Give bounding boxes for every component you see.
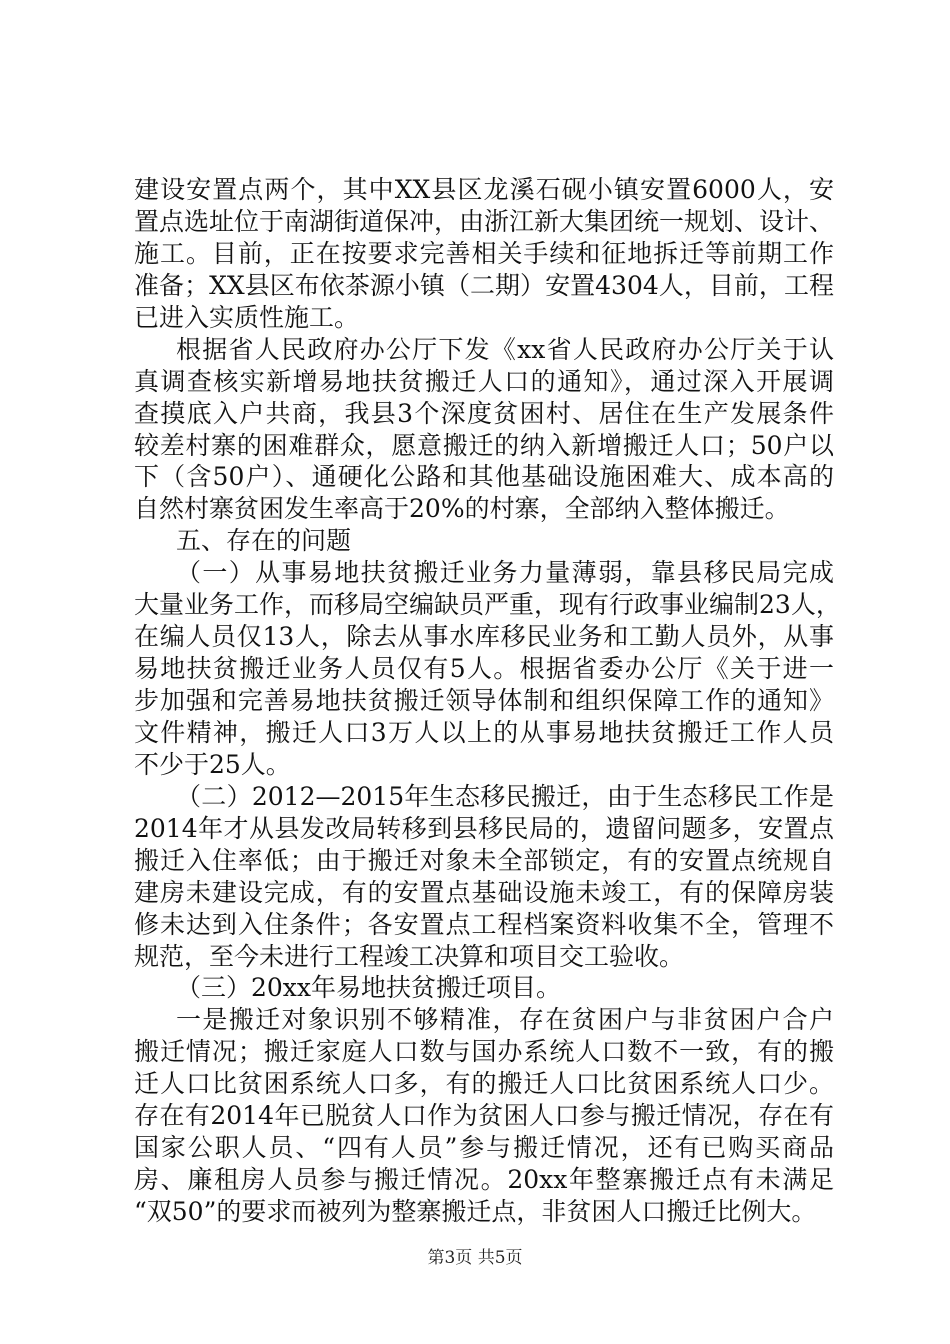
- text-line: 存在有2014年已脱贫人口作为贫困人口参与搬迁情况，存在有: [134, 1101, 834, 1131]
- text-line: 修未达到入住条件；各安置点工程档案资料收集不全，管理不: [134, 909, 834, 939]
- text-line: 建设安置点两个，其中XX县区龙溪石砚小镇安置6000人，安: [134, 175, 834, 204]
- text-line: 2014年才从县发改局转移到县移民局的，遗留问题多，安置点: [134, 813, 834, 843]
- text-line: 搬迁入住率低；由于搬迁对象未全部锁定，有的安置点统规自: [134, 845, 834, 875]
- text-line: 不少于25人。: [134, 749, 291, 779]
- text-line: 房、廉租房人员参与搬迁情况。20xx年整寨搬迁点有未满足: [134, 1165, 834, 1195]
- text-line: 搬迁情况；搬迁家庭人口数与国办系统人口数不一致，有的搬: [134, 1037, 834, 1067]
- text-line: 真调查核实新增易地扶贫搬迁人口的通知》，通过深入开展调: [134, 366, 834, 396]
- section-heading: 五、存在的问题: [176, 526, 352, 556]
- text-line: 在编人员仅13人，除去从事水库移民业务和工勤人员外，从事: [134, 622, 834, 652]
- text-line: 国家公职人员、“四有人员”参与搬迁情况，还有已购买商品: [134, 1133, 834, 1163]
- text-line: 下（含50户）、通硬化公路和其他基础设施困难大、成本高的: [134, 462, 834, 492]
- text-line: 文件精神，搬迁人口3万人以上的从事易地扶贫搬迁工作人员: [134, 717, 834, 747]
- text-line: 施工。目前，正在按要求完善相关手续和征地拆迁等前期工作: [134, 238, 834, 268]
- text-line: 步加强和完善易地扶贫搬迁领导体制和组织保障工作的通知》: [134, 686, 834, 715]
- page-footer: 第3页 共5页: [427, 1248, 523, 1268]
- subsection-heading: （三）20xx年易地扶贫搬迁项目。: [176, 973, 562, 1003]
- text-line: 一是搬迁对象识别不够精准，存在贫困户与非贫困户合户: [176, 1005, 834, 1035]
- text-line: （二）2012—2015年生态移民搬迁，由于生态移民工作是: [176, 781, 834, 811]
- text-line: 大量业务工作，而移局空编缺员严重，现有行政事业编制23人，: [134, 590, 841, 620]
- text-line: 已进入实质性施工。: [134, 302, 360, 332]
- text-line: 较差村寨的困难群众，愿意搬迁的纳入新增搬迁人口；50户以: [134, 430, 834, 460]
- text-line: （一）从事易地扶贫搬迁业务力量薄弱，靠县移民局完成: [176, 558, 834, 588]
- text-line: 易地扶贫搬迁业务人员仅有5人。根据省委办公厅《关于进一: [134, 654, 834, 684]
- text-line: 迁人口比贫困系统人口多，有的搬迁人口比贫困系统人口少。: [134, 1069, 834, 1099]
- text-line: 根据省人民政府办公厅下发《xx省人民政府办公厅关于认: [176, 334, 834, 364]
- text-line: 查摸底入户共商，我县3个深度贫困村、居住在生产发展条件: [134, 398, 834, 428]
- text-line: 建房未建设完成，有的安置点基础设施未竣工，有的保障房装: [134, 877, 834, 907]
- text-line: 置点选址位于南湖街道保冲，由浙江新大集团统一规划、设计、: [134, 206, 835, 236]
- text-line: 自然村寨贫困发生率高于20%的村寨，全部纳入整体搬迁。: [134, 494, 790, 524]
- text-line: “双50”的要求而被列为整寨搬迁点，非贫困人口搬迁比例大。: [134, 1197, 817, 1226]
- text-line: 规范，至今未进行工程竣工决算和项目交工验收。: [134, 941, 685, 971]
- text-line: 准备；XX县区布依茶源小镇（二期）安置4304人，目前，工程: [134, 270, 834, 300]
